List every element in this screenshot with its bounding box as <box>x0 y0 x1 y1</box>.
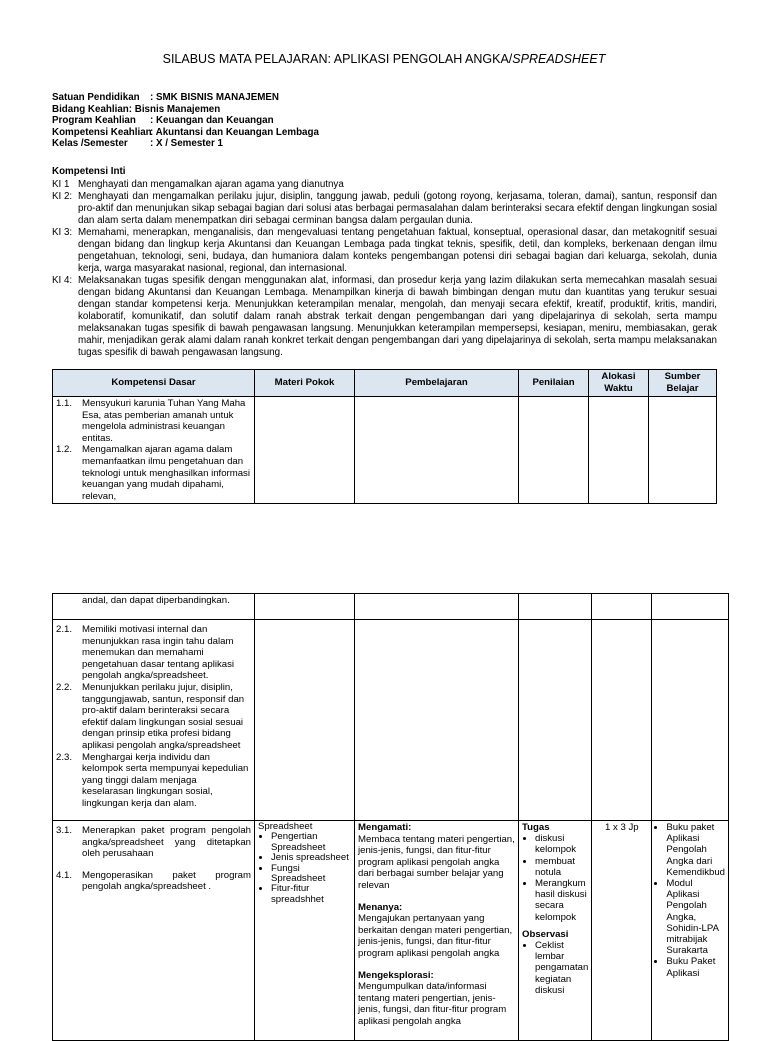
tugas-item: • diskusi kelompok <box>535 833 588 855</box>
pembelajaran-text: Mengajukan pertanyaan yang berkaitan dengan materi pengertian, jenis-jenis, fungsi, dan fitur-fitur program aplikasi pengolah angka <box>358 913 513 959</box>
materi-item: • Fungsi Spreadsheet <box>271 864 351 885</box>
kd-number: 4.1. <box>56 869 73 881</box>
ki-heading: Kompetensi Inti <box>52 166 126 177</box>
kd-cell <box>53 821 255 1041</box>
kd-item <box>56 682 251 752</box>
kd-text: Mengoperasikan paket program pengolah angka/spreadsheet . <box>82 869 251 893</box>
kd-text: Mensyukuri karunia Tuhan Yang Maha Esa, atas pemberian amanah untuk mengelola administrasi keuangan entitas. <box>82 398 246 444</box>
ki-text: Memahami, menerapkan, menganalisis, dan mengevaluasi tentang pengetahuan faktual, konseptual, operasional dasar, dan metakognitif sesuai dengan bidang dan lingkup kerja Akuntansi dan Keuangan Lembaga pada tingkat teknis, spesifik, detil, dan kompleks, berkenaan dengan ilmu pengetahuan, teknologi, seni, budaya, dan humaniora dalam konteks pengembangan potensi diri sebagai bagian dari keluarga, sekolah, dunia kerja, warga masyarakat nasional, regional, dan internasional. <box>78 227 717 274</box>
kd-number: 1.1. <box>56 398 73 409</box>
ki-label: KI 4: <box>52 275 73 286</box>
table-row <box>53 620 729 821</box>
table-row <box>53 594 729 620</box>
kd-item <box>56 825 251 860</box>
tugas-item: • Merangkum hasil diskusi secara kelompok <box>535 878 588 923</box>
header-alokasi-waktu: Alokasi Waktu <box>589 370 649 397</box>
silabus-table-page1 <box>52 369 717 504</box>
ki-text: Menghayati dan mengamalkan ajaran agama yang dianutnya <box>78 179 344 190</box>
empty-cell <box>649 397 717 504</box>
tugas-heading: Tugas <box>522 822 550 833</box>
kd-item <box>56 752 251 810</box>
silabus-table-page2 <box>52 593 729 1041</box>
empty-cell <box>592 594 652 620</box>
ki-text: Menghayati dan mengamalkan perilaku jujur, disiplin, tanggung jawab, peduli (gotong royong, kerjasama, toleran, damai), santun, responsif dan pro-aktif dan menunjukan sikap sebagai bagian dari solusi atas berbagai permasalahan dalam berinteraksi secara efektif dengan lingkungan sosial dan alam serta dalam menempatkan diri sebagai cerminan bangsa dalam pergaulan dunia. <box>78 191 717 226</box>
empty-cell <box>652 594 729 620</box>
tugas-item: • membuat notula <box>535 856 588 878</box>
header-sumber-belajar: Sumber Belajar <box>649 370 717 397</box>
kd-item <box>56 444 251 502</box>
kd-item <box>56 870 251 893</box>
tugas-list <box>522 833 588 923</box>
ki-item <box>52 227 717 275</box>
kd-continuation: andal, dan dapat diperbandingkan. <box>82 595 230 606</box>
materi-top: Spreadsheet <box>258 821 313 832</box>
ki-item <box>52 275 717 359</box>
kd-text: Memiliki motivasi internal dan menunjukkan rasa ingin tahu dalam menemukan dan memahami pengetahuan dasar tentang aplikasi pengolah angka/spreadsheet. <box>82 624 235 682</box>
ki-label: KI 1 <box>52 179 70 190</box>
pembelajaran-text: Mengumpulkan data/informasi tentang materi pengertian, jenis-jenis, fungsi, dan fitur-fitur program aplikasi pengolah angka <box>358 981 507 1027</box>
program-value: : Keuangan dan Keuangan <box>150 115 274 127</box>
kd-number: 2.3. <box>56 751 73 763</box>
empty-cell <box>355 594 519 620</box>
empty-cell <box>592 620 652 821</box>
ki-label: KI 2: <box>52 191 73 202</box>
kd-cell <box>53 594 255 620</box>
empty-cell <box>519 620 592 821</box>
materi-cell <box>255 821 355 1041</box>
kd-number: 2.2. <box>56 681 73 693</box>
empty-cell <box>255 594 355 620</box>
pembelajaran-heading: Menanya: <box>358 901 403 913</box>
pembelajaran-heading: Mengamati: <box>358 822 412 833</box>
kelas-value: : X / Semester 1 <box>150 138 223 150</box>
kd-item <box>56 398 251 444</box>
kd-number: 2.1. <box>56 624 73 635</box>
table-header-row <box>53 370 717 397</box>
spacer <box>358 960 515 970</box>
kompetensi-label: Kompetensi Keahlian <box>52 126 152 138</box>
materi-item: • Jenis spreadsheet <box>271 853 351 863</box>
empty-cell <box>589 397 649 504</box>
observasi-list <box>522 940 588 996</box>
kd-text: Menunjukkan perilaku jujur, disiplin, tanggungjawab, santun, responsif dan pro-aktif dalam berinteraksi secara efektif dalam lingkungan sosial sesuai dengan prinsip etika profesi bidang aplikasi pengolah angka/spreadsheet <box>82 681 245 751</box>
satuan-label: Satuan Pendidikan <box>52 92 140 103</box>
header-pembelajaran: Pembelajaran <box>355 370 519 397</box>
kd-text: Menerapkan paket program pengolah angka/spreadsheet yang ditetapkan oleh perusahaan <box>82 825 251 860</box>
table-row <box>53 397 717 504</box>
ki-item <box>52 191 717 227</box>
kd-cell <box>53 397 255 504</box>
kd-number: 3.1. <box>56 825 73 836</box>
title-italic: SPREADSHEET <box>512 52 606 66</box>
empty-cell <box>255 397 355 504</box>
identity-block <box>52 92 319 150</box>
sumber-cell <box>652 821 729 1041</box>
sumber-list <box>655 822 725 979</box>
empty-cell <box>652 620 729 821</box>
title-main: SILABUS MATA PELAJARAN: APLIKASI PENGOLAH ANGKA/ <box>162 52 513 66</box>
ki-label: KI 3: <box>52 227 73 238</box>
pembelajaran-cell <box>355 821 519 1041</box>
pembelajaran-heading: Mengeksplorasi: <box>358 969 434 981</box>
bidang-line: Bidang Keahlian: Bisnis Manajemen <box>52 103 221 115</box>
program-label: Program Keahlian <box>52 115 136 127</box>
empty-cell <box>255 620 355 821</box>
kd-item <box>56 624 251 682</box>
materi-item: • Fitur-fitur spreadshhet <box>271 884 351 905</box>
header-materi-pokok: Materi Pokok <box>255 370 355 397</box>
kompetensi-value: : Akuntansi dan Keuangan Lembaga <box>150 126 319 138</box>
observasi-heading: Observasi <box>522 928 569 940</box>
empty-cell <box>519 397 589 504</box>
empty-cell <box>355 620 519 821</box>
kd-text: Menghargai kerja individu dan kelompok serta mempunyai kepedulian yang tinggi dalam menjaga keselarasan lingkungan sosial, lingkungan kerja dan alam. <box>82 751 249 809</box>
header-penilaian: Penilaian <box>519 370 589 397</box>
empty-cell <box>519 594 592 620</box>
penilaian-cell <box>519 821 592 1041</box>
spacer <box>56 860 251 870</box>
empty-cell <box>355 397 519 504</box>
kelas-label: Kelas /Semester <box>52 138 128 150</box>
ki-text: Melaksanakan tugas spesifik dengan menggunakan alat, informasi, dan prosedur kerja yang lazim dilakukan serta memecahkan masalah sesuai dengan bidang Akuntansi dan Keuangan Lembaga. Menampilkan kinerja di bawah bimbingan dengan mutu dan kuantitas yang terukur sesuai dengan standar kompetensi kerja. Menunjukkan keterampilan menalar, mengolah, dan menyaji secara efektif, kreatif, produktif, kritis, mandiri, kolaboratif, komunikatif, dan solutif dalam ranah abstrak terkait dengan pengembangan dari yang dipelajarinya di sekolah, serta mampu melaksanakan tugas spesifik di bawah pengawasan langsung. Menunjukkan keterampilan mempersepsi, kesiapan, meniru, membiasakan, gerak mahir, menjadikan gerak alami dalam ranah konkret terkait dengan pengembangan dari yang dipelajarinya di sekolah, serta mampu melaksanakan tugas spesifik di bawah pengawasan langsung. <box>78 275 717 358</box>
sumber-item: • Buku Paket Aplikasi <box>666 956 725 978</box>
kd-cell <box>53 620 255 821</box>
ki-list <box>52 179 717 359</box>
sumber-item: • Buku paket Aplikasi Pengolah Angka dari Kemendikbud <box>666 822 725 878</box>
ki-item <box>52 179 717 191</box>
table-row <box>53 821 729 1041</box>
observasi-item: • Ceklist lembar pengamatan kegiatan diskusi <box>535 940 588 996</box>
materi-item: • Pengertian Spreadsheet <box>271 832 351 853</box>
materi-list <box>258 832 351 905</box>
sumber-item: • Modul Aplikasi Pengolah Angka, Sohidin-LPA mitrabijak Surakarta <box>666 878 725 956</box>
kd-number: 1.2. <box>56 444 73 456</box>
document-title <box>0 52 768 66</box>
header-kompetensi-dasar: Kompetensi Dasar <box>53 370 255 397</box>
satuan-value: : SMK BISNIS MANAJEMEN <box>150 92 280 103</box>
alokasi-cell: 1 x 3 Jp <box>592 821 652 1041</box>
kd-text: Mengamalkan ajaran agama dalam memanfaatkan ilmu pengetahuan dan teknologi untuk menghasilkan informasi keuangan yang mudah dipahami, relevan, <box>82 444 250 502</box>
pembelajaran-text: Membaca tentang materi pengertian, jenis-jenis, fungsi, dan fitur-fitur program aplikasi pengolah angka dari berbagai sumber belajar yang relevan <box>358 833 515 891</box>
spacer <box>358 892 515 902</box>
